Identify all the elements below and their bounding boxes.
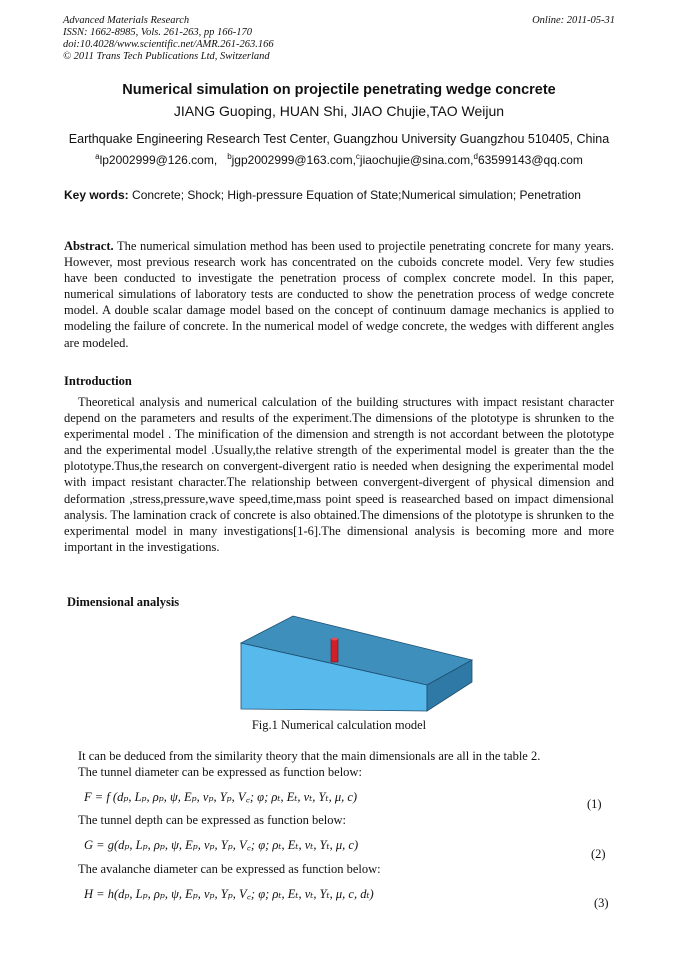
projectile-top [331, 638, 338, 641]
equation-2: G = g(dₚ, Lₚ, ρₚ, ψ, Eₚ, νₚ, Yₚ, V꜀; φ; ρₜ, Eₜ, νₜ, Yₜ, μ, c) [84, 838, 359, 852]
equation-3: H = h(dₚ, Lₚ, ρₚ, ψ, Eₚ, νₚ, Yₚ, V꜀; φ; ρₜ, Eₜ, νₜ, Yₜ, μ, c, dₜ) [84, 887, 374, 901]
online-date: Online: 2011-05-31 [532, 15, 615, 26]
email-c: jiaochujie@sina.com, [359, 153, 474, 167]
wedge-model-figure [238, 612, 476, 714]
email-list [0, 152, 678, 167]
email-a-marker: a [95, 152, 100, 161]
paper-title: Numerical simulation on projectile penetrating wedge concrete [122, 82, 556, 98]
equation-2-number: (2) [591, 847, 606, 861]
email-a: lp2002999@126.com, [99, 153, 218, 167]
doi-line: doi:10.4028/www.scientific.net/AMR.261-263.166 [63, 39, 274, 50]
email-b: jgp2002999@163.com, [231, 153, 356, 167]
affiliation: Earthquake Engineering Research Test Center, Guangzhou University Guangzhou 510405, China [68, 132, 610, 146]
avalanche-diameter-line: The avalanche diameter can be expressed as function below: [78, 862, 381, 876]
equation-1-number: (1) [587, 797, 602, 811]
dimensional-analysis-heading: Dimensional analysis [67, 595, 180, 609]
abstract-text: The numerical simulation method has been used to projectile penetrating concrete for many years. However, most previous research work has concentrated on the cuboids concrete model. Very few studies have been conducted to investigate the penetration process of complex concrete model. In this paper, numerical simulations of laboratory tests are conducted to show the penetration process of wedge concrete model. A double scalar damage model based on the concept of continuum damage mechanics is applied to modeling the failure of concrete. In the numerical model of wedge concrete, the wedges with different angles are modeled. [64, 239, 614, 350]
introduction-text: Theoretical analysis and numerical calculation of the building structures with impact resistant character depend on the parameters and results of the experiment.The dimensions of the plototype is shrunken to the experimental model . The minification of the dimension and strength is not accordant between the plototype and the experimental model .Usually,the relative strength of the experimental model is greater than the the plototype.Thus,the research on convergent-divergent ratio is needed when designing the experimental model with impact resistant character.The relationship between convergent-divergent of physical dimension and deformation ,stress,pressure,wave speed,time,mass point speed is reasearched based on impact dimensional analysis. The lamination crack of concrete is also obtained.The dimensions of the plototype is shrunken to the experimental model in many investigations[1-6].The dimensional analysis is becoming more and more important in the investigations. [64, 395, 614, 554]
author-list: JIANG Guoping, HUAN Shi, JIAO Chujie,TAO Weijun [173, 103, 505, 119]
figure-caption: Fig.1 Numerical calculation model [251, 718, 427, 732]
equation-3-number: (3) [594, 896, 609, 910]
abstract [64, 238, 614, 351]
email-d: 63599143@qq.com [477, 153, 583, 167]
keywords [64, 188, 614, 203]
copyright-line: © 2011 Trans Tech Publications Ltd, Switzerland [63, 51, 270, 62]
abstract-label: Abstract. [64, 239, 114, 253]
issn-line: ISSN: 1662-8985, Vols. 261-263, pp 166-170 [63, 27, 252, 38]
email-c-marker: c [355, 152, 360, 161]
keywords-text: Concrete; Shock; High-pressure Equation of State;Numerical simulation; Penetration [128, 188, 581, 202]
journal-name: Advanced Materials Research [63, 15, 190, 26]
introduction-heading: Introduction [64, 374, 132, 388]
tunnel-diameter-line: The tunnel diameter can be expressed as function below: [78, 765, 362, 779]
email-b-marker: b [227, 152, 232, 161]
projectile [331, 639, 338, 662]
similarity-line: It can be deduced from the similarity theory that the main dimensionals are all in the table 2. [78, 749, 541, 763]
keywords-label: Key words: [64, 188, 129, 202]
tunnel-depth-line: The tunnel depth can be expressed as function below: [78, 813, 346, 827]
equation-1: F = f (dₚ, Lₚ, ρₚ, ψ, Eₚ, νₚ, Yₚ, V꜀; φ; ρₜ, Eₜ, νₜ, Yₜ, μ, c) [84, 790, 358, 804]
email-d-marker: d [473, 152, 478, 161]
